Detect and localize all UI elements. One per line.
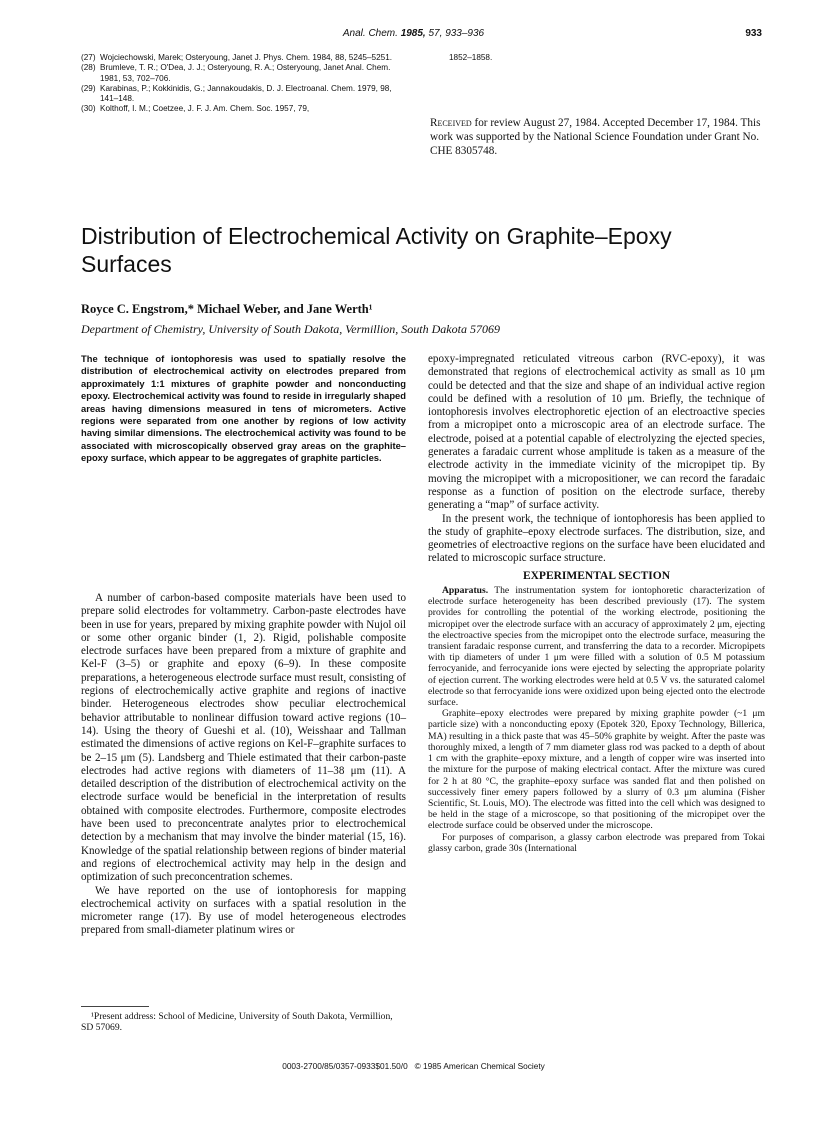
author-list: Royce C. Engstrom,* Michael Weber, and Jane Werth¹ [81,302,373,316]
article-title: Distribution of Electrochemical Activity on Graphite–Epoxy Surfaces [81,223,672,277]
intro-left-column [81,592,406,938]
paragraph: epoxy-impregnated reticulated vitreous carbon (RVC-epoxy), it was demonstrated that regions of electrochemical activity as small as 10 μm could be detected and that the size and shape of an individual active region could be defined with a resolution of 10 μm. Briefly, the technique of iontophoresis involves electrophoretic ejection of an electroactive species from a micropipet onto a microscopic area of an electrode surface. The electrode, poised at a potential capable of electrolyzing the ejected species, generates a faradaic current whose amplitude is taken as a measure of the electrode activity in the immediate vicinity of the micropipet tip. By moving the micropipet with a micropositioner, we can record the faradaic response as a function of position on the electrode surface, thereby generating a “map” of surface activity. [428,353,765,512]
journal-pages: 933–936 [445,28,485,39]
received-text: for review August 27, 1984. Accepted December 17, 1984. This work was supported by the National Science Foundation under Grant No. CHE 8305748. [430,117,761,157]
run-in-heading: Apparatus. [442,585,489,597]
affiliation: Department of Chemistry, University of South Dakota, Vermillion, South Dakota 57069 [81,322,500,336]
journal-volume: 57, [428,28,443,39]
footnote-rule [81,1006,149,1007]
section-heading: EXPERIMENTAL SECTION [522,569,671,582]
footer-copyright: © 1985 American Chemical Society [414,1061,545,1071]
received-note [430,116,765,158]
received-label: Received [430,117,472,129]
experimental-section [428,585,765,854]
paragraph: We have reported on the use of iontophoresis for mapping electrochemical activity on surfaces with a spatial resolution in the micrometer range (17). By use of model heterogeneous electrodes prepared from small-diameter platinum wires or [81,884,406,937]
journal-abbrev: Anal. Chem. [342,28,398,39]
journal-year: 1985, [400,28,426,39]
footnote: ¹Present address: School of Medicine, University of South Dakota, Vermillion, SD 57069. [81,1011,393,1034]
reference-item: (29) Karabinas, P.; Kokkinidis, G.; Jannakoudakis, D. J. Electroanal. Chem. 1979, 98, 141–148. [81,83,392,104]
reference-item: (27) Wojciechowski, Marek; Osteryoung, Janet J. Phys. Chem. 1984, 88, 5245–5251. [81,53,393,62]
abstract: The technique of iontophoresis was used to spatially resolve the distribution of electrochemical activity on electrodes prepared from approximately 1:1 mixtures of graphite powder and nonconducting epoxy. Electrochemical activity was found to reside in irregularly shaped areas having dimensions measured in tens of micrometers. Active regions were separated from one another by regions of low activity having similar dimensions. The electrochemical activity was found to be associated with microscopically observed gray areas on the graphite–epoxy surface, which appear to be aggregates of graphite particles. [81,353,406,464]
running-head [0,28,827,39]
paragraph: For purposes of comparison, a glassy carbon electrode was prepared from Tokai glassy carbon, grade 30s (International [428,831,765,854]
reference-item: (28) Brumleve, T. R.; O'Dea, J. J.; Osteryoung, R. A.; Osteryoung, Janet Anal. Chem. 1981, 53, 702–706. [81,63,391,83]
reference-continuation: 1852–1858. [449,53,493,62]
paragraph: Graphite–epoxy electrodes were prepared by mixing graphite powder (~1 μm particle size) with a nonconducting epoxy (Epotek 320, Epoxy Technology, Billerica, MA) resulting in a thick paste that was 45–50% graphite by weight. After the paste was thoroughly mixed, a length of 7 mm diameter glass rod was packed to a depth of about 1 cm with the graphite–epoxy mixture, and a length of copper wire was inserted into the mixture for the purpose of making electrical contact. After the mixture was cured for 2 h at 80 °C, the graphite–epoxy surface was sanded flat and then polished on successively finer emery papers followed by a slurry of 0.3 μm alumina (Fisher Scientific, St. Louis, MO). The electrode was fitted into the cell which was designed to be held in the stage of a microscope, so that positioning of the micropipet over the electrode surface could be observed under the microscope. [428,708,765,832]
footer-code: 0003-2700/85/0357-0933$01.50/0 [282,1061,408,1071]
reference-list [81,53,401,115]
paragraph: Apparatus. The instrumentation system for iontophoretic characterization of electrode surface heterogeneity has been described previously (17). The system provides for controlling the potential of the working electrode, positioning the micropipet over the electrode surface with an accuracy of approximately 2 μm, ejecting the electroactive species from the micropipet onto the electrode surface, measuring the transient faradaic response current, and transferring the data to a recorder. Micropipets with tip diameters of under 1 μm were filled with a solution of 0.5 M potassium ferrocyanide, and ferrocyanide ions were ejected by selecting the appropriate polarity of ejection current. The working electrodes were held at 0.5 V vs. the saturated calomel electrode so that ferrocyanide ions were oxidized upon being ejected onto the electrode surface. [428,585,765,709]
page-number: 933 [745,28,762,39]
page-footer [0,1061,827,1071]
reference-item: (30) Kolthoff, I. M.; Coetzee, J. F. J. Am. Chem. Soc. 1957, 79, [81,104,310,114]
paragraph: A number of carbon-based composite materials have been used to prepare solid electrodes for voltammetry. Carbon-paste electrodes have been in use for years, prepared by mixing graphite powder with Nujol oil or some other organic binder (1, 2). Rigid, polishable composite electrode surfaces have been prepared from a mixture of graphite and Kel-F (3–5) or graphite and epoxy (6–9). In these composite preparations, a heterogeneous electrode surface must result, consisting of regions of electrochemically active graphite and regions of inactive binder. Heterogeneous electrodes show peculiar electrochemical behavior attributable to nonlinear diffusion toward active regions (10–14). Using the theory of Gueshi et al. (10), Weisshaar and Tallman estimated the dimensions of active regions on Kel-F–graphite surfaces to be 2–15 μm (5). Landsberg and Thiele estimated that their carbon-paste electrodes had active regions with diameters of 11–38 μm (11). A detailed description of the distribution of electrochemical activity on the electrode surface would be beneficial in the interpretation of results obtained with composite electrodes. Furthermore, composite electrodes have been used to preconcentrate analytes prior to electrochemical detection by a mechanism that may involve the binder material (15, 16). Knowledge of the spatial relationship between regions of binder material and regions of electrochemical activity may help in the design and optimization of such preconcentration schemes. [81,592,406,884]
paragraph: In the present work, the technique of iontophoresis has been applied to the study of graphite–epoxy electrode surfaces. The distribution, size, and geometries of electroactive regions on the surface have been elucidated and related to microscopic surface structure. [428,512,765,565]
right-column [428,353,765,854]
